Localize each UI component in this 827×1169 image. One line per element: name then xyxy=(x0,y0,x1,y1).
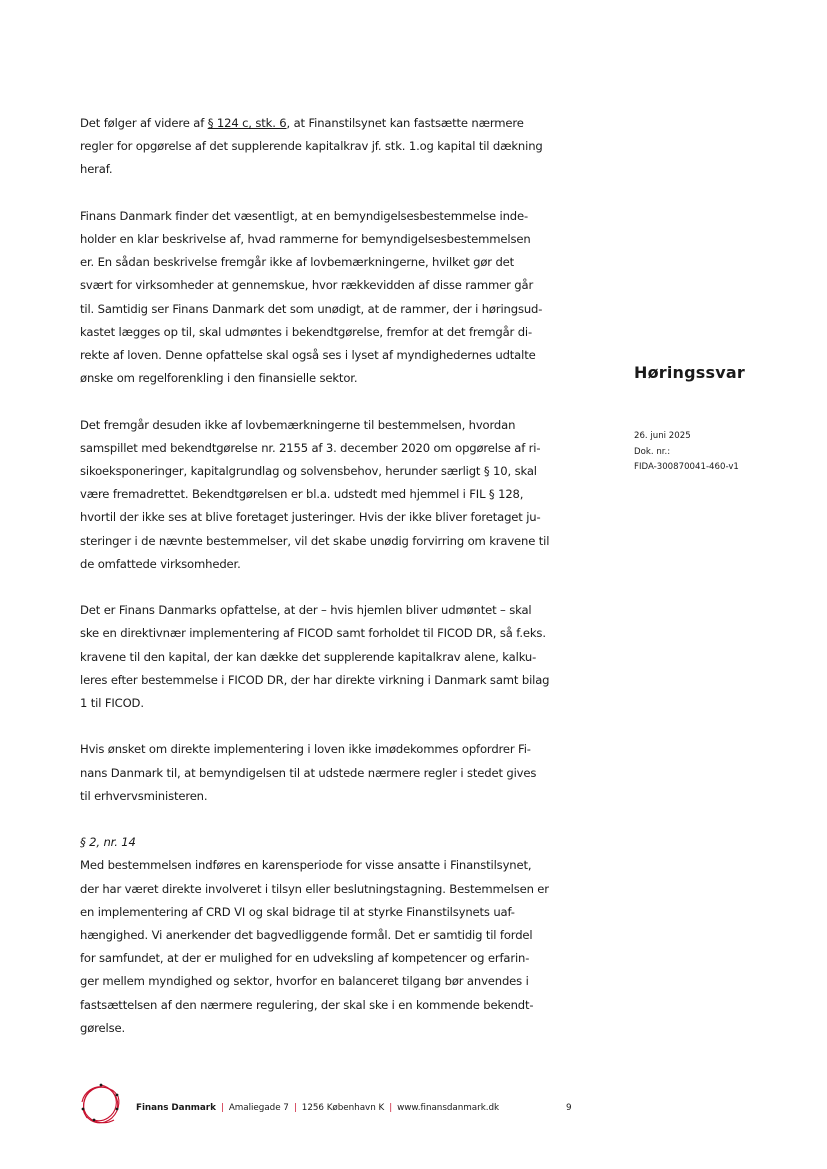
text-line: Det er Finans Danmarks opfattelse, at der – hvis hjemlen bliver udmøntet – skal xyxy=(80,603,532,618)
paragraph-erhvervsminister xyxy=(80,738,572,808)
text-line: svært for virksomheder at gennemskue, hvor rækkevidden af disse rammer går xyxy=(80,278,534,293)
text-line: være fremadrettet. Bekendtgørelsen er bl.a. udstedt med hjemmel i FIL § 128, xyxy=(80,487,524,502)
footer-website-link[interactable]: www.finansdanmark.dk xyxy=(397,1103,500,1113)
text-line: Finans Danmark finder det væsentligt, at en bemyndigelsesbestemmelse inde- xyxy=(80,208,529,223)
text-line: de omfattede virksomheder. xyxy=(80,556,241,571)
page-number: 9 xyxy=(566,1103,572,1113)
footer-separator: | xyxy=(389,1103,393,1113)
text-line: regler for opgørelse af det supplerende kapitalkrav jf. stk. 1.og kapital til dækning xyxy=(80,139,543,154)
footer-separator: | xyxy=(293,1103,297,1113)
footer-contact xyxy=(136,1103,499,1113)
document-number: FIDA-300870041-460-v1 xyxy=(634,462,739,472)
text-line: kravene til den kapital, der kan dække det supplerende kapitalkrav alene, kalku- xyxy=(80,649,537,664)
text-line: for samfundet, at der er mulighed for en udveksling af kompetencer og erfarin- xyxy=(80,951,530,966)
text-line: til. Samtidig ser Finans Danmark det som unødigt, at de rammer, der i høringsud- xyxy=(80,301,543,316)
paragraph-ficod xyxy=(80,599,572,715)
text-line: Det følger af videre af § 124 c, stk. 6, at Finanstilsynet kan fastsætte nærmere xyxy=(80,116,524,130)
text-line: ger mellem myndighed og sektor, hvorfor en balanceret tilgang bør anvendes i xyxy=(80,974,529,989)
finans-danmark-logo-icon xyxy=(78,1082,124,1126)
text-line: sikoeksponeringer, kapitalgrundlag og solvensbehov, herunder særligt § 10, skal xyxy=(80,464,537,479)
text-line: hvortil der ikke ses at blive foretaget justeringer. Hvis der ikke bliver foretaget ju- xyxy=(80,510,541,525)
footer-address: Amaliegade 7 xyxy=(228,1103,289,1113)
text-line: steringer i de nævnte bestemmelser, vil det skabe unødig forvirring om kravene til xyxy=(80,533,550,548)
text-line: hængighed. Vi anerkender det bagvedliggende formål. Det er samtidig til fordel xyxy=(80,928,533,943)
text-line: fastsættelsen af den nærmere regulering, der skal ske i en kommende bekendt- xyxy=(80,997,534,1012)
text-line: leres efter bestemmelse i FICOD DR, der har direkte virkning i Danmark samt bilag xyxy=(80,672,550,687)
document-meta xyxy=(634,429,739,476)
text-line: gørelse. xyxy=(80,1020,125,1035)
paragraph-karensperiode xyxy=(80,831,572,1040)
text-line: ønske om regelforenkling i den finansielle sektor. xyxy=(80,371,358,386)
section-heading: § 2, nr. 14 xyxy=(80,835,136,850)
footer-city: 1256 København K xyxy=(301,1103,385,1113)
text-line: 1 til FICOD. xyxy=(80,696,144,711)
page-footer xyxy=(78,1082,598,1126)
text-line: heraf. xyxy=(80,162,113,177)
text-line: kastet lægges op til, skal udmøntes i bekendtgørelse, fremfor at det fremgår di- xyxy=(80,324,533,339)
text-line: Hvis ønsket om direkte implementering i loven ikke imødekommes opfordrer Fi- xyxy=(80,742,531,757)
document-number-label: Dok. nr.: xyxy=(634,446,671,457)
footer-org-name: Finans Danmark xyxy=(136,1103,216,1113)
text-line: Det fremgår desuden ikke af lovbemærkningerne til bestemmelsen, hvordan xyxy=(80,417,516,432)
text-line: holder en klar beskrivelse af, hvad rammerne for bemyndigelsesbestemmelsen xyxy=(80,232,531,246)
text-line: er. En sådan beskrivelse fremgår ikke af lovbemærkningerne, hvilket gør det xyxy=(80,255,515,270)
document-date: 26. juni 2025 xyxy=(634,431,691,441)
text-line: til erhvervsministeren. xyxy=(80,788,208,803)
text-line: samspillet med bekendtgørelse nr. 2155 af 3. december 2020 om opgørelse af ri- xyxy=(80,440,541,455)
sidebar xyxy=(634,362,824,384)
paragraph-samspil xyxy=(80,414,572,576)
paragraph-bemyndigelse-intro xyxy=(80,112,572,182)
legal-reference-link[interactable]: § 124 c, stk. 6 xyxy=(207,116,287,130)
text-line: Med bestemmelsen indføres en karensperiode for visse ansatte i Finanstilsynet, xyxy=(80,858,532,873)
document-type-title: Høringssvar xyxy=(634,363,745,382)
text-line: nans Danmark til, at bemyndigelsen til at udstede nærmere regler i stedet gives xyxy=(80,765,537,780)
document-body xyxy=(80,112,572,1040)
text-line: ske en direktivnær implementering af FICOD samt forholdet til FICOD DR, så f.eks. xyxy=(80,626,546,641)
paragraph-rammer xyxy=(80,205,572,391)
footer-separator: | xyxy=(220,1103,224,1113)
text-line: en implementering af CRD VI og skal bidrage til at styrke Finanstilsynets uaf- xyxy=(80,904,515,919)
text-line: rekte af loven. Denne opfattelse skal også ses i lyset af myndighedernes udtalte xyxy=(80,348,536,363)
text-line: der har været direkte involveret i tilsyn eller beslutningstagning. Bestemmelsen er xyxy=(80,881,549,896)
